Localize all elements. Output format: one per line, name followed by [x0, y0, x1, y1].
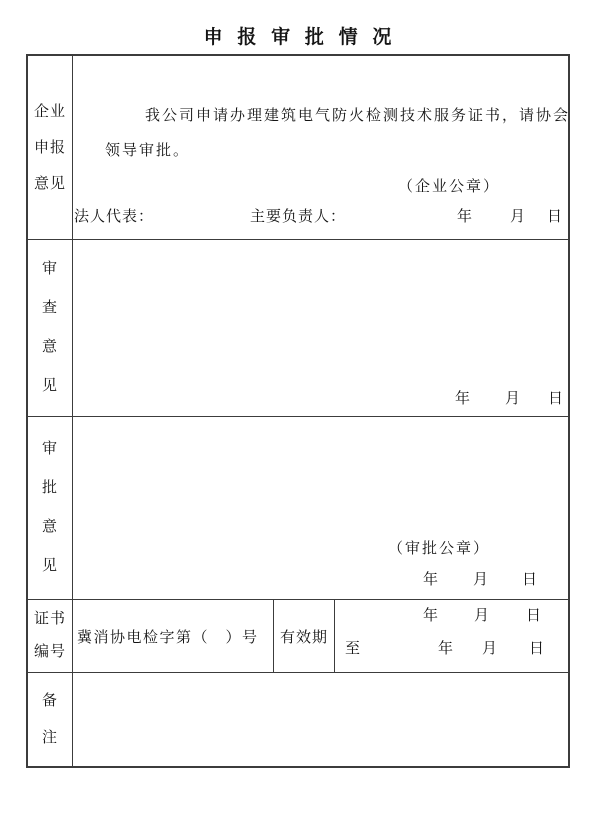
enterprise-stamp-placeholder: （企业公章） [398, 179, 501, 195]
review-content-cell [73, 240, 568, 416]
declaration-content-cell [73, 56, 571, 239]
validity-end-year: 年 [438, 641, 454, 657]
review-date-month: 月 [505, 391, 521, 407]
remarks-label-line: 备 [41, 692, 58, 709]
approval-date-year: 年 [423, 572, 439, 588]
declaration-label-line: 企业 [33, 103, 66, 120]
review-label [28, 240, 73, 416]
section-declaration [28, 56, 571, 240]
validity-end-day: 日 [529, 641, 545, 657]
approval-form-table [26, 54, 570, 768]
declaration-label-line: 意见 [33, 175, 66, 192]
remarks-content-cell [73, 673, 568, 766]
approval-label-line: 意 [41, 519, 58, 535]
approval-label-line: 审 [41, 441, 58, 457]
approval-label [28, 417, 73, 599]
declaration-body-line1: 我公司申请办理建筑电气防火检测技术服务证书，请协会 [145, 108, 571, 124]
certificate-label [28, 600, 73, 672]
principal-label: 主要负责人： [250, 209, 347, 225]
section-remarks [28, 673, 568, 766]
validity-start-year: 年 [423, 608, 439, 624]
approval-label-line: 批 [41, 480, 58, 496]
declaration-date-year: 年 [457, 209, 473, 225]
approval-stamp-placeholder: （审批公章） [388, 541, 491, 557]
declaration-date-month: 月 [510, 209, 526, 225]
review-label-line: 审 [41, 261, 58, 277]
section-review [28, 240, 568, 417]
validity-end-month: 月 [482, 641, 498, 657]
validity-to-label: 至 [345, 641, 361, 657]
declaration-label [28, 56, 73, 239]
validity-start-month: 月 [474, 608, 490, 624]
remarks-label [28, 673, 73, 766]
page-title: 申 报 审 批 情 况 [203, 27, 397, 48]
review-label-line: 见 [41, 378, 58, 394]
review-date-day: 日 [548, 391, 564, 407]
review-label-line: 查 [41, 300, 58, 316]
approval-date-day: 日 [522, 572, 538, 588]
declaration-date-day: 日 [547, 209, 563, 225]
validity-dates-cell [335, 600, 568, 672]
validity-label-cell: 有效期 [274, 600, 335, 672]
approval-content-cell [73, 417, 568, 599]
approval-date-month: 月 [473, 572, 489, 588]
review-date-year: 年 [455, 391, 471, 407]
certificate-number-cell: 冀消协电检字第（ ）号 [73, 600, 274, 672]
remarks-label-line: 注 [41, 729, 58, 746]
legal-rep-label: 法人代表： [74, 209, 155, 225]
validity-start-day: 日 [526, 608, 542, 624]
approval-label-line: 见 [41, 558, 58, 574]
section-certificate [28, 600, 568, 673]
declaration-body-line2: 领导审批。 [105, 143, 191, 159]
review-label-line: 意 [41, 339, 58, 355]
certificate-label-line: 证书 [33, 611, 66, 627]
declaration-label-line: 申报 [33, 139, 66, 156]
certificate-label-line: 编号 [33, 644, 66, 660]
section-approval [28, 417, 568, 600]
